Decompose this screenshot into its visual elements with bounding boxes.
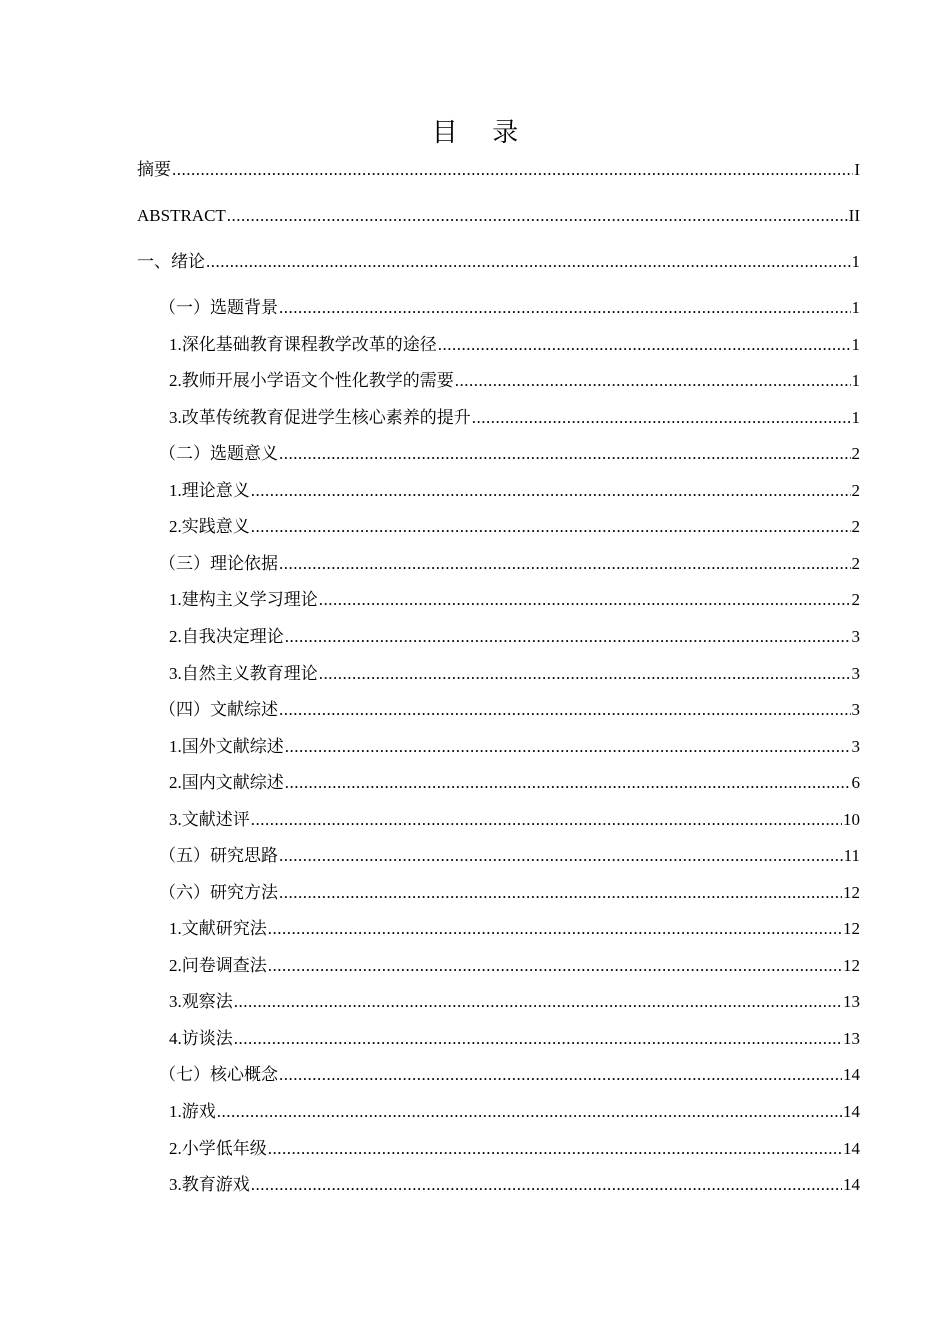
toc-entry[interactable]: [137, 879, 860, 907]
dot-leader: [279, 842, 843, 870]
dot-leader: [285, 623, 851, 651]
toc-entry[interactable]: [137, 477, 860, 505]
toc-entry[interactable]: [137, 806, 860, 834]
toc-entry-page-number: 3: [851, 737, 860, 756]
toc-entry-page-number: 13: [843, 1029, 860, 1048]
toc-entry-label: 2.小学低年级: [169, 1139, 267, 1158]
dot-leader: [234, 1025, 842, 1053]
dot-leader: [227, 202, 848, 230]
toc-entry[interactable]: [137, 586, 860, 614]
toc-entry[interactable]: [137, 550, 860, 578]
dot-leader: [234, 988, 842, 1016]
dot-leader: [472, 404, 851, 432]
toc-entry-label: 摘要: [137, 160, 171, 179]
toc-entry-page-number: I: [854, 160, 860, 179]
toc-entry-page-number: 1: [851, 371, 860, 390]
toc-entry-page-number: 3: [851, 627, 860, 646]
toc-entry-page-number: 2: [851, 481, 860, 500]
dot-leader: [268, 1135, 842, 1163]
toc-entry[interactable]: [137, 915, 860, 943]
toc-entry[interactable]: [137, 156, 860, 184]
toc-entry-page-number: 2: [851, 554, 860, 573]
toc-entry[interactable]: [137, 660, 860, 688]
toc-entry-page-number: 12: [843, 883, 860, 902]
toc-entry-label: 3.观察法: [169, 992, 233, 1011]
toc-entry-label: 1.游戏: [169, 1102, 216, 1121]
dot-leader: [455, 367, 851, 395]
toc-entry-label: （六）研究方法: [159, 883, 278, 902]
toc-entry[interactable]: [137, 513, 860, 541]
toc-entry[interactable]: [137, 248, 860, 276]
toc-entry-page-number: 14: [843, 1175, 860, 1194]
dot-leader: [319, 660, 851, 688]
toc-entry-page-number: 1: [851, 252, 860, 271]
toc-entry[interactable]: [137, 1025, 860, 1053]
dot-leader: [217, 1098, 842, 1126]
toc-entry-label: 1.深化基础教育课程教学改革的途径: [169, 335, 437, 354]
toc-entry-label: 2.实践意义: [169, 517, 250, 536]
toc-entry-label: （七）核心概念: [159, 1065, 278, 1084]
toc-entry-label: 2.问卷调查法: [169, 956, 267, 975]
toc-entry-label: 3.教育游戏: [169, 1175, 250, 1194]
toc-entry-page-number: 2: [851, 517, 860, 536]
dot-leader: [251, 477, 851, 505]
toc-entry-page-number: 2: [851, 590, 860, 609]
toc-entry[interactable]: [137, 202, 860, 230]
toc-entry-label: （四）文献综述: [159, 700, 278, 719]
toc-entry-page-number: 10: [843, 810, 860, 829]
dot-leader: [285, 733, 851, 761]
toc-entry-page-number: 3: [851, 700, 860, 719]
dot-leader: [279, 440, 851, 468]
toc-entry-label: 4.访谈法: [169, 1029, 233, 1048]
toc-page-title: 目 录: [431, 118, 533, 147]
toc-entry-label: 2.自我决定理论: [169, 627, 284, 646]
dot-leader: [279, 879, 842, 907]
toc-entry-label: 2.国内文献综述: [169, 773, 284, 792]
toc-entry[interactable]: [137, 952, 860, 980]
toc-entry-page-number: 14: [843, 1065, 860, 1084]
dot-leader: [268, 952, 842, 980]
toc-entry-page-number: 1: [851, 298, 860, 317]
toc-entry-label: 一、绪论: [137, 252, 205, 271]
toc-entry[interactable]: [137, 1061, 860, 1089]
toc-entry-page-number: 6: [851, 773, 860, 792]
dot-leader: [206, 248, 851, 276]
toc-entry-page-number: 3: [851, 664, 860, 683]
dot-leader: [268, 915, 842, 943]
toc-entry[interactable]: [137, 623, 860, 651]
toc-entry-page-number: 14: [843, 1139, 860, 1158]
toc-entry-page-number: 1: [851, 408, 860, 427]
toc-entry-page-number: 1: [851, 335, 860, 354]
toc-entry-label: 3.自然主义教育理论: [169, 664, 318, 683]
toc-entry-page-number: II: [848, 206, 860, 225]
toc-entry[interactable]: [137, 988, 860, 1016]
toc-entry-page-number: 12: [843, 919, 860, 938]
toc-entry-label: 1.建构主义学习理论: [169, 590, 318, 609]
dot-leader: [251, 1171, 842, 1199]
toc-entry-page-number: 2: [851, 444, 860, 463]
toc-entry-label: 2.教师开展小学语文个性化教学的需要: [169, 371, 454, 390]
toc-entry-label: 1.国外文献综述: [169, 737, 284, 756]
toc-entry[interactable]: [137, 733, 860, 761]
toc-entry[interactable]: [137, 1171, 860, 1199]
toc-entry[interactable]: [137, 769, 860, 797]
dot-leader: [172, 156, 853, 184]
dot-leader: [279, 294, 851, 322]
toc-entry-page-number: 12: [843, 956, 860, 975]
toc-entry-label: 1.理论意义: [169, 481, 250, 500]
toc-entry-label: 3.改革传统教育促进学生核心素养的提升: [169, 408, 471, 427]
toc-entry-page-number: 14: [843, 1102, 860, 1121]
toc-entry-label: 1.文献研究法: [169, 919, 267, 938]
toc-entry[interactable]: [137, 367, 860, 395]
dot-leader: [285, 769, 851, 797]
dot-leader: [279, 1061, 842, 1089]
dot-leader: [251, 806, 842, 834]
toc-entry-label: （二）选题意义: [159, 444, 278, 463]
toc-entry[interactable]: [137, 294, 860, 322]
toc-entry-page-number: 11: [843, 846, 860, 865]
toc-entry[interactable]: [137, 696, 860, 724]
toc-entry[interactable]: [137, 842, 860, 870]
dot-leader: [251, 513, 851, 541]
toc-entry[interactable]: [137, 331, 860, 359]
dot-leader: [279, 696, 851, 724]
toc-entry-label: （一）选题背景: [159, 298, 278, 317]
toc-entry-page-number: 13: [843, 992, 860, 1011]
toc-entry[interactable]: [137, 404, 860, 432]
toc-entry-label: （五）研究思路: [159, 846, 278, 865]
dot-leader: [319, 586, 851, 614]
toc-entry-label: 3.文献述评: [169, 810, 250, 829]
toc-entry-label: ABSTRACT: [137, 206, 226, 225]
toc-entry[interactable]: [137, 1135, 860, 1163]
toc-entry[interactable]: [137, 440, 860, 468]
dot-leader: [438, 331, 851, 359]
toc-entry[interactable]: [137, 1098, 860, 1126]
toc-entry-label: （三）理论依据: [159, 554, 278, 573]
dot-leader: [279, 550, 851, 578]
